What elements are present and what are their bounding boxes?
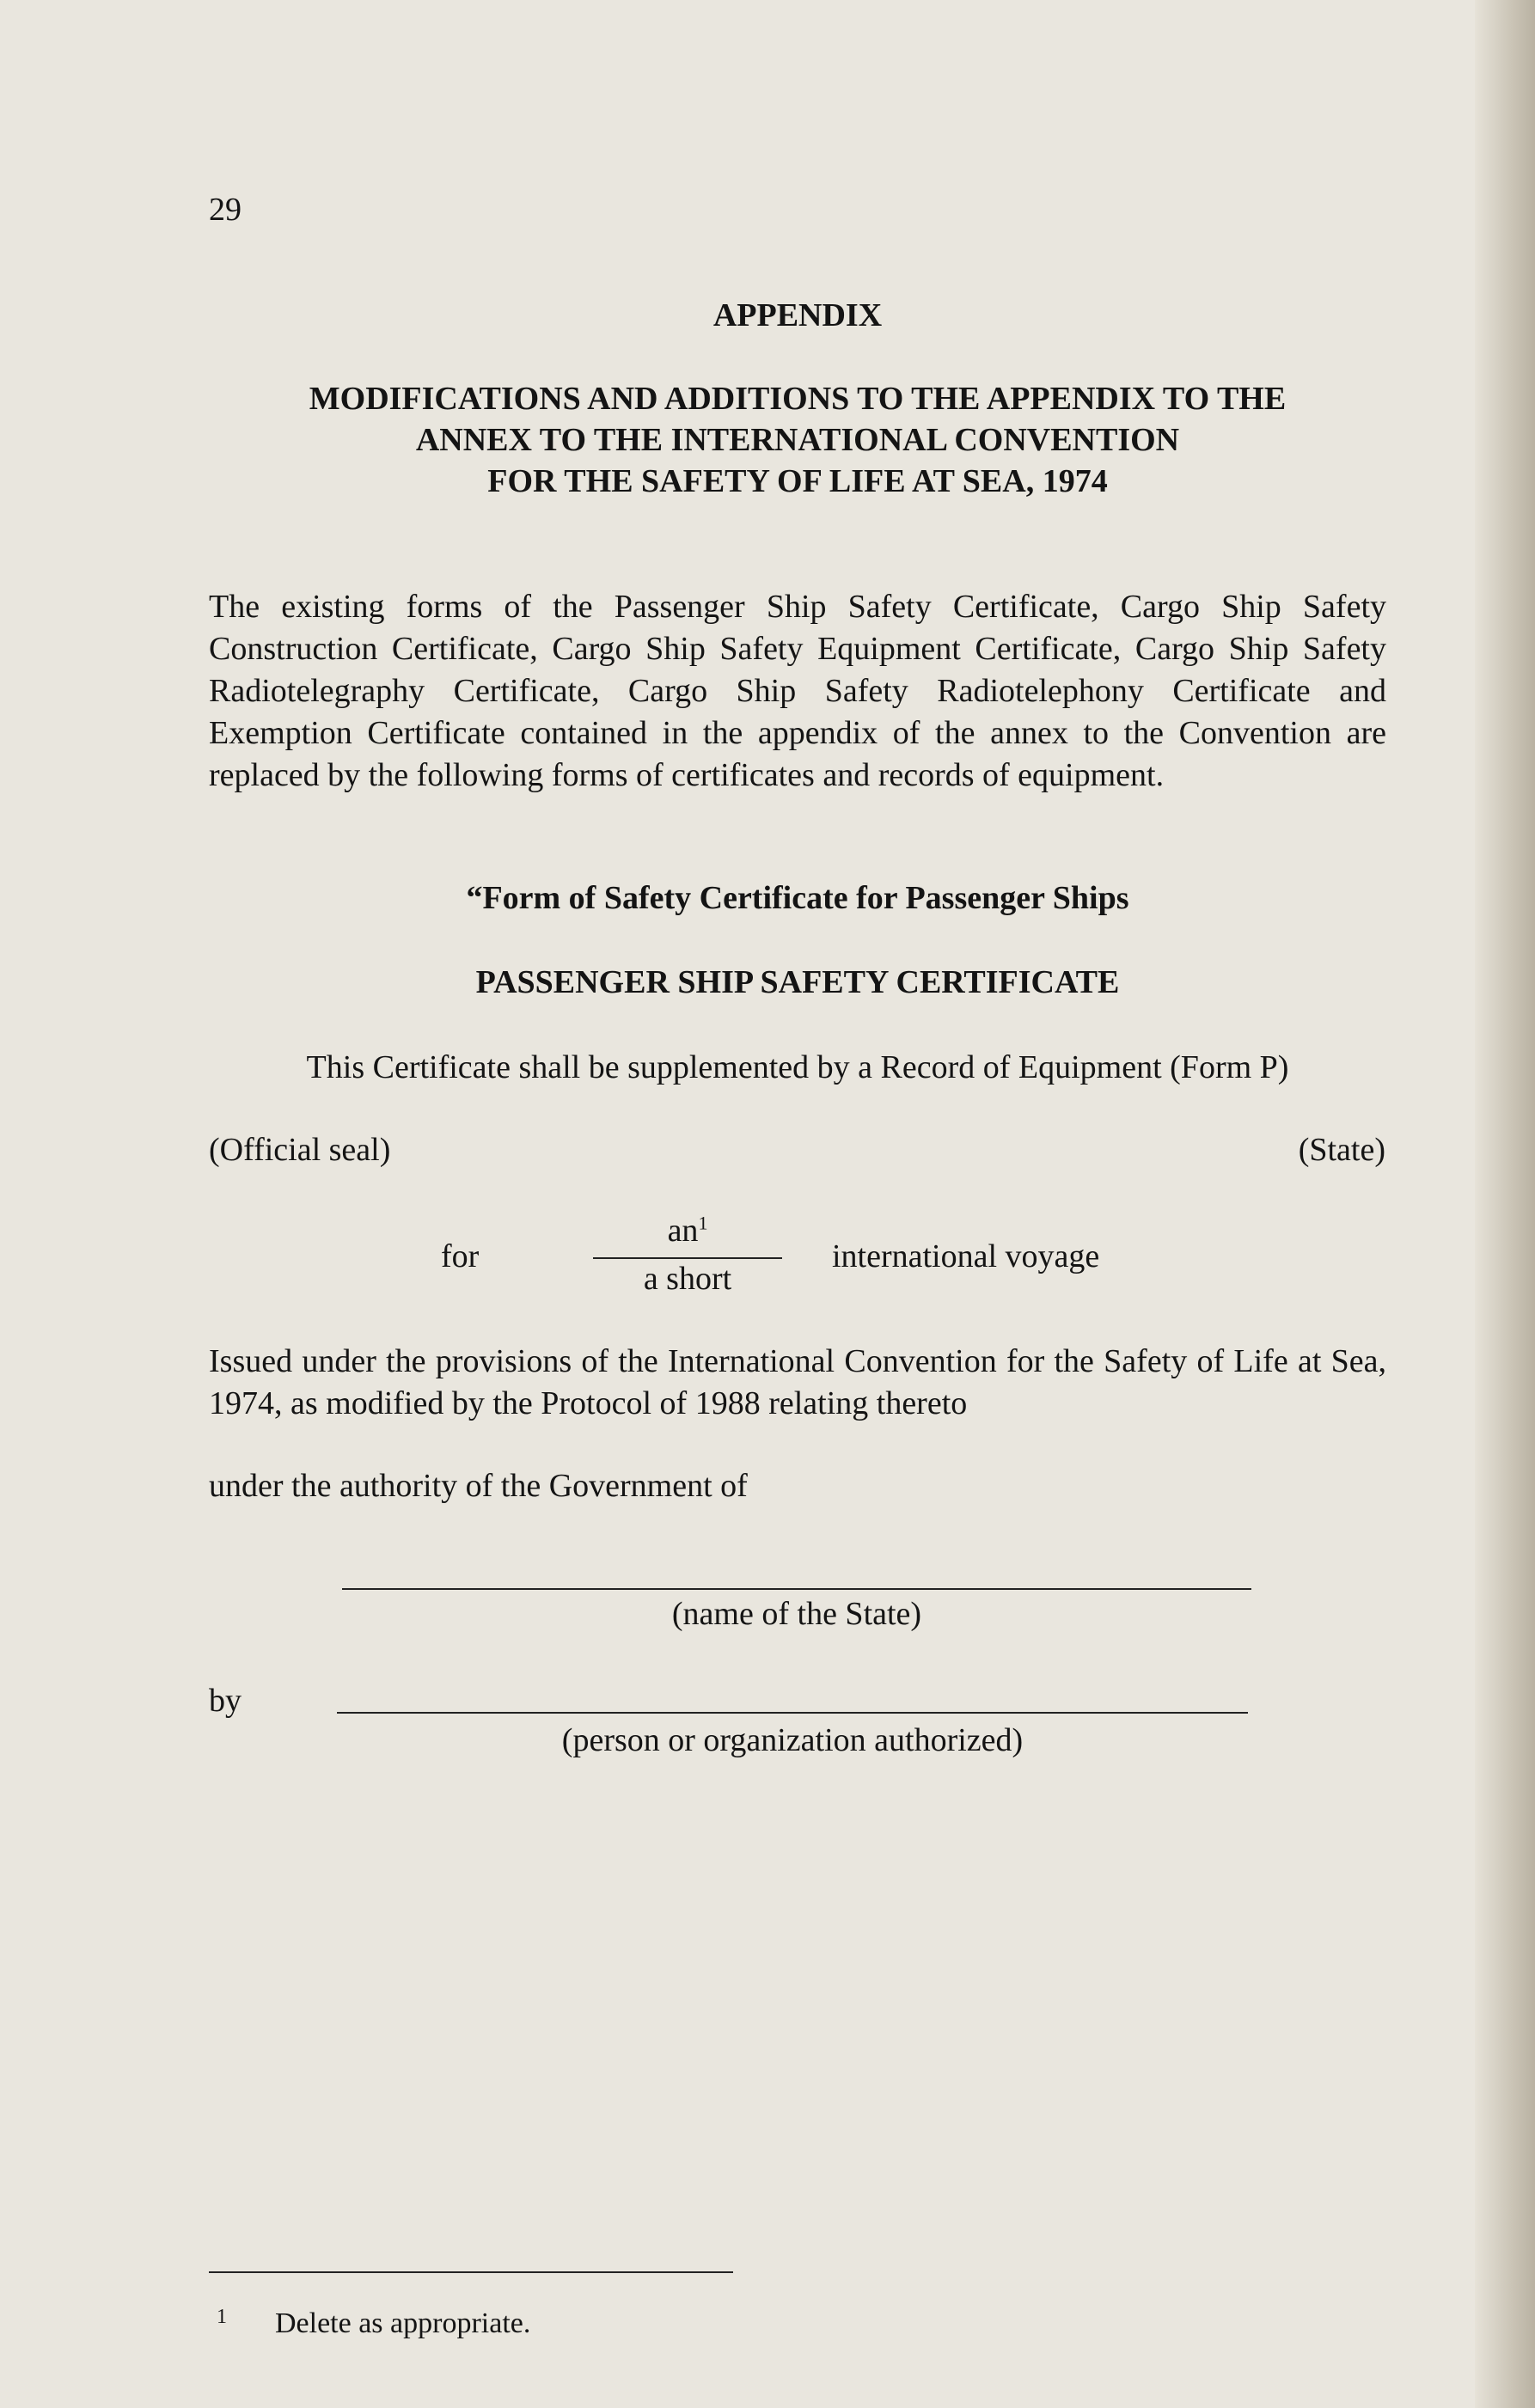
footnote-marker: 1 (217, 2306, 227, 2328)
voyage-option-an (593, 1212, 782, 1250)
footnote-text: Delete as appropriate. (275, 2307, 531, 2339)
by-label: by (209, 1683, 242, 1719)
state-name-caption: (name of the State) (671, 1596, 922, 1632)
appendix-title: APPENDIX (712, 297, 883, 333)
page-number: 29 (209, 192, 242, 228)
footnote-reference: 1 (698, 1212, 708, 1234)
authorized-organization-blank (337, 1712, 1248, 1714)
certificate-title: PASSENGER SHIP SAFETY CERTIFICATE (475, 964, 1120, 1000)
page-edge (1475, 0, 1535, 2408)
intro-paragraph: The existing forms of the Passenger Ship Safety Certificate, Cargo Ship Safety Construction Certificate, Cargo Ship Safety Equipment Certificate, Cargo Ship Safety Radiotelegraphy Certificate, Cargo Ship Safety Radiotelephony Certificate and Exemption Certificate contained in the appendix of the annex to the Convention are replaced by the following forms of certificates and records of equipment. (209, 589, 1386, 793)
supplement-note: This Certificate shall be supplemented by a Record of Equipment (Form P) (306, 1049, 1289, 1085)
voyage-for-label: for (441, 1238, 480, 1274)
official-seal-label: (Official seal) (209, 1132, 391, 1168)
state-name-blank (342, 1588, 1251, 1590)
voyage-option-short: a short (643, 1261, 732, 1297)
modifications-title-line-1: MODIFICATIONS AND ADDITIONS TO THE APPENDIX TO THE (309, 381, 1287, 417)
international-voyage-label: international voyage (832, 1238, 1100, 1274)
authority-line: under the authority of the Government of (209, 1468, 748, 1504)
voyage-option-an-text: an (667, 1213, 699, 1249)
authorized-organization-caption: (person or organization authorized) (561, 1722, 1024, 1758)
footnote-rule (209, 2271, 733, 2273)
form-title: “Form of Safety Certificate for Passenger Ships (466, 880, 1129, 916)
state-label: (State) (1298, 1132, 1385, 1168)
modifications-title-line-2: ANNEX TO THE INTERNATIONAL CONVENTION (415, 422, 1180, 458)
voyage-option-divider (593, 1257, 782, 1259)
modifications-title (209, 378, 1386, 502)
issued-paragraph: Issued under the provisions of the International Convention for the Safety of Life at Sea, 1974, as modified by the Protocol of 1988 relating thereto (209, 1343, 1386, 1421)
modifications-title-line-3: FOR THE SAFETY OF LIFE AT SEA, 1974 (487, 463, 1108, 499)
